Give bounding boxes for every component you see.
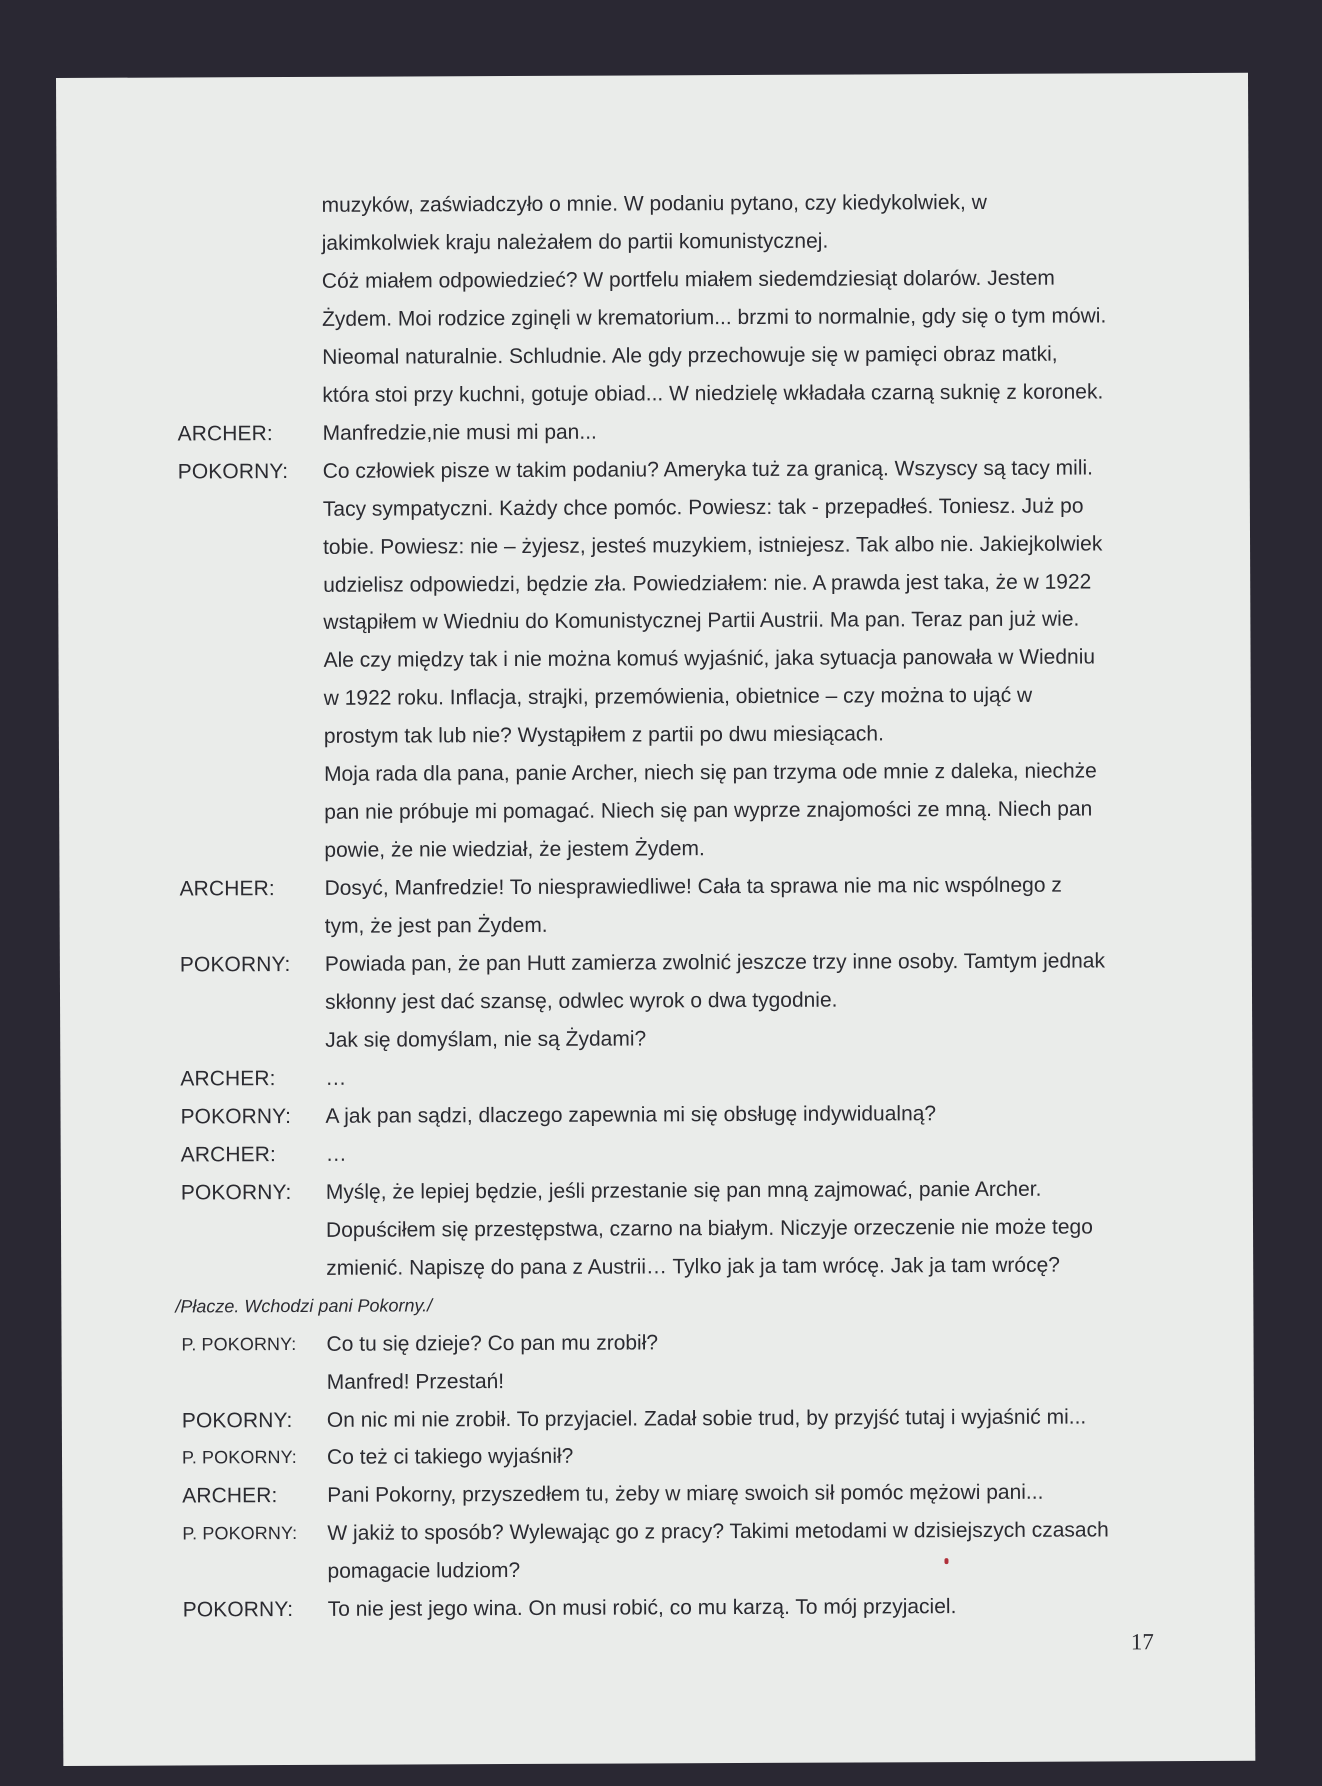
dialogue-text: A jak pan sądzi, dlaczego zapewnia mi się obsługę indywidualną? bbox=[325, 1102, 937, 1128]
dialogue-line bbox=[182, 1511, 1242, 1554]
dialogue-line bbox=[177, 411, 1237, 454]
dialogue-line bbox=[179, 676, 1239, 719]
speaker-name bbox=[178, 566, 323, 605]
dialogue-text: Co tu się dzieje? Co pan mu zrobił? bbox=[326, 1330, 659, 1356]
speaker-name bbox=[178, 528, 323, 567]
dialogue-text: W jakiż to sposób? Wylewając go z pracy? Takimi metodami w dzisiejszych czasach bbox=[327, 1518, 1109, 1546]
speaker-name: ARCHER: bbox=[179, 877, 275, 901]
play-script bbox=[176, 183, 1242, 1630]
dialogue-line bbox=[178, 562, 1238, 605]
dialogue-text: tobie. Powiesz: nie – żyjesz, jesteś muzykiem, istniejesz. Tak albo nie. Jakiejkolwiek bbox=[322, 532, 1103, 559]
speaker-name: ARCHER: bbox=[177, 421, 273, 446]
dialogue-text: skłonny jest dać szansę, odwlec wyrok o dwa tygodnie. bbox=[324, 988, 838, 1014]
dialogue-text: Tacy sympatyczni. Każdy chce pomóc. Powiesz: tak - przepadłeś. Toniesz. Już po bbox=[322, 494, 1084, 521]
dialogue-line bbox=[179, 752, 1239, 795]
speaker-name bbox=[181, 1212, 326, 1251]
dialogue-line bbox=[178, 486, 1238, 529]
speaker-name: ARCHER: bbox=[180, 1142, 276, 1167]
dialogue-line bbox=[182, 1359, 1242, 1402]
dialogue-text: Żydem. Moi rodzice zginęli w krematorium... brzmi to normalnie, gdy się o tym mówi. bbox=[322, 304, 1107, 331]
dialogue-line bbox=[182, 1549, 1242, 1592]
speaker-name bbox=[179, 756, 324, 795]
speaker-name bbox=[180, 1022, 325, 1061]
dialogue-line bbox=[180, 942, 1240, 985]
dialogue-line bbox=[176, 183, 1236, 226]
dialogue-line bbox=[179, 790, 1239, 833]
dialogue-text: Jak się domyślam, nie są Żydami? bbox=[325, 1027, 647, 1052]
dialogue-text: zmienić. Napiszę do pana z Austrii… Tylko jak ja tam wrócę. Jak ja tam wrócę? bbox=[326, 1253, 1060, 1280]
speaker-name: POKORNY: bbox=[177, 459, 289, 484]
speaker-name bbox=[176, 187, 321, 226]
scanned-page bbox=[56, 73, 1255, 1766]
speaker-name bbox=[177, 301, 322, 340]
dialogue-text: muzyków, zaświadczyło o mnie. W podaniu pytano, czy kiedykolwiek, w bbox=[321, 190, 987, 217]
page-number: 17 bbox=[1130, 1629, 1154, 1655]
speaker-name: P. POKORNY: bbox=[181, 1333, 297, 1355]
dialogue-line bbox=[182, 1473, 1242, 1516]
dialogue-text: On nic mi nie zrobił. To przyjaciel. Zadał sobie trud, by przyjść tutaj i wyjaśnić mi... bbox=[326, 1405, 1087, 1432]
speaker-name bbox=[178, 490, 323, 529]
dialogue-line bbox=[180, 980, 1240, 1023]
dialogue-text: w 1922 roku. Inflacja, strajki, przemówienia, obietnice – czy można to ująć w bbox=[323, 684, 1033, 711]
dialogue-line bbox=[182, 1435, 1242, 1478]
dialogue-line bbox=[177, 221, 1237, 264]
dialogue-text: Myślę, że lepiej będzie, jeśli przestanie się pan mną zajmować, panie Archer. bbox=[325, 1177, 1042, 1204]
dialogue-line bbox=[179, 828, 1239, 871]
dialogue-text: pan nie próbuje mi pomagać. Niech się pan wyprze znajomości ze mną. Niech pan bbox=[324, 797, 1093, 825]
dialogue-line bbox=[179, 714, 1239, 757]
dialogue-line bbox=[181, 1170, 1241, 1213]
ink-speck bbox=[944, 1558, 948, 1564]
dialogue-text: wstąpiłem w Wiedniu do Komunistycznej Partii Austrii. Ma pan. Teraz pan już wie. bbox=[323, 608, 1080, 635]
speaker-name bbox=[179, 680, 324, 719]
speaker-name bbox=[182, 1553, 327, 1592]
dialogue-line bbox=[178, 638, 1238, 681]
speaker-name: ARCHER: bbox=[180, 1066, 276, 1091]
speaker-name: POKORNY: bbox=[182, 1598, 294, 1622]
speaker-name bbox=[180, 908, 325, 947]
speaker-name bbox=[180, 984, 325, 1023]
speaker-name: POKORNY: bbox=[179, 953, 291, 977]
dialogue-text: Nieomal naturalnie. Schludnie. Ale gdy przechowuje się w pamięci obraz matki, bbox=[322, 342, 1058, 369]
dialogue-line bbox=[180, 1018, 1240, 1061]
dialogue-line bbox=[177, 373, 1237, 416]
dialogue-line bbox=[178, 600, 1238, 643]
dialogue-line bbox=[181, 1321, 1241, 1364]
dialogue-text: udzielisz odpowiedzi, będzie zła. Powiedziałem: nie. A prawda jest taka, że w 1922 bbox=[323, 570, 1092, 597]
dialogue-text: Powiada pan, że pan Hutt zamierza zwolnić jeszcze trzy inne osoby. Tamtym jednak bbox=[324, 949, 1106, 976]
speaker-name: POKORNY: bbox=[180, 1104, 292, 1129]
dialogue-line bbox=[177, 335, 1237, 378]
speaker-name bbox=[177, 377, 322, 416]
dialogue-line bbox=[182, 1397, 1242, 1440]
speaker-name bbox=[177, 225, 322, 264]
dialogue-text: Ale czy między tak i nie można komuś wyjaśnić, jaka sytuacja panowała w Wiedniu bbox=[323, 645, 1096, 673]
speaker-name bbox=[178, 642, 323, 681]
dialogue-line bbox=[181, 1208, 1241, 1251]
stage-direction bbox=[175, 1283, 1241, 1326]
speaker-name bbox=[179, 794, 324, 833]
speaker-name: P. POKORNY: bbox=[181, 1447, 297, 1468]
dialogue-text: prostym tak lub nie? Wystąpiłem z partii po dwu miesiącach. bbox=[323, 722, 884, 749]
dialogue-text: Co człowiek pisze w takim podaniu? Ameryka tuż za granicą. Wszyscy są tacy mili. bbox=[322, 456, 1094, 483]
speaker-name bbox=[178, 604, 323, 643]
speaker-name: POKORNY: bbox=[180, 1180, 292, 1205]
dialogue-text: Dosyć, Manfredzie! To niesprawiedliwe! Cała ta sprawa nie ma nic wspólnego z bbox=[324, 873, 1062, 900]
dialogue-text: Manfred! Przestań! bbox=[326, 1369, 505, 1394]
dialogue-line bbox=[181, 1132, 1241, 1175]
dialogue-line bbox=[180, 1056, 1240, 1099]
speaker-name bbox=[181, 1250, 326, 1289]
dialogue-line bbox=[180, 904, 1240, 947]
dialogue-line bbox=[177, 297, 1237, 340]
dialogue-text: Dopuściłem się przestępstwa, czarno na białym. Niczyje orzeczenie nie może tego bbox=[325, 1215, 1093, 1242]
speaker-name bbox=[177, 263, 322, 302]
speaker-name bbox=[182, 1363, 327, 1402]
dialogue-text: … bbox=[325, 1066, 347, 1090]
dialogue-text: To nie jest jego wina. On musi robić, co mu karzą. To mój przyjaciel. bbox=[327, 1595, 957, 1622]
dialogue-text: … bbox=[325, 1142, 347, 1166]
dialogue-line bbox=[183, 1587, 1243, 1630]
speaker-name: POKORNY: bbox=[181, 1408, 293, 1432]
speaker-name bbox=[179, 718, 324, 757]
dialogue-line bbox=[180, 1094, 1240, 1137]
dialogue-line bbox=[178, 524, 1238, 567]
dialogue-line bbox=[179, 866, 1239, 909]
speaker-name bbox=[179, 832, 324, 871]
dialogue-text: powie, że nie wiedział, że jestem Żydem. bbox=[324, 837, 705, 863]
dialogue-text: Co też ci takiego wyjaśnił? bbox=[326, 1445, 574, 1470]
stage-direction-text: /Płacze. Wchodzi pani Pokorny./ bbox=[175, 1295, 433, 1317]
dialogue-text: jakimkolwiek kraju należałem do partii komunistycznej. bbox=[321, 229, 829, 255]
dialogue-text: Cóż miałem odpowiedzieć? W portfelu miałem siedemdziesiąt dolarów. Jestem bbox=[321, 266, 1055, 293]
dialogue-text: Manfredzie,nie musi mi pan... bbox=[322, 420, 597, 445]
dialogue-text: Moja rada dla pana, panie Archer, niech się pan trzyma ode mnie z daleka, niechże bbox=[323, 759, 1097, 787]
dialogue-text: tym, że jest pan Żydem. bbox=[324, 913, 548, 938]
dialogue-text: która stoi przy kuchni, gotuje obiad... W niedzielę wkładała czarną suknię z koronek. bbox=[322, 380, 1104, 407]
dialogue-text: Pani Pokorny, przyszedłem tu, żeby w miarę swoich sił pomóc mężowi pani... bbox=[327, 1481, 1044, 1508]
dialogue-text: pomagacie ludziom? bbox=[327, 1559, 521, 1584]
speaker-name: P. POKORNY: bbox=[182, 1523, 298, 1544]
speaker-name bbox=[177, 339, 322, 378]
speaker-name: ARCHER: bbox=[182, 1484, 278, 1508]
dialogue-line bbox=[178, 449, 1238, 492]
dialogue-line bbox=[181, 1246, 1241, 1289]
dialogue-line bbox=[177, 259, 1237, 302]
